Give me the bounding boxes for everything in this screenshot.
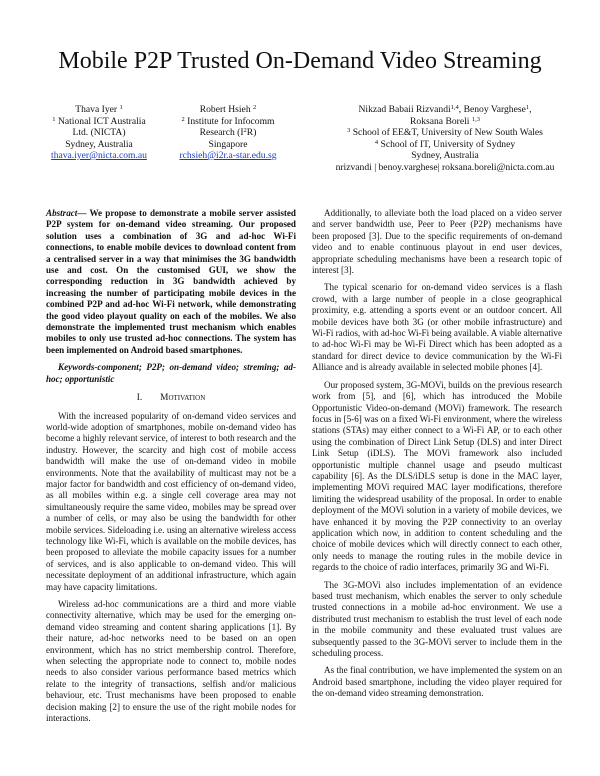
right-column	[312, 208, 562, 706]
author-block-1: Thava Iyer $^1$ $^1$ National ICT Australia Ltd. (NICTA) Sydney, Australia thava.iyer@nicta.com.au	[51, 104, 147, 161]
paragraph: The typical scenario for on-demand video services is a flash crowd, with a large number of people in a close geographical proximity, e.g. attending a sports event or an outdoor concert. All mobile devices have both 3G (or other mobile infrastructure) and Wi-Fi radios, with ad-hoc Wi-Fi being available. A viable alternative to ad-hoc Wi-Fi may be Wi-Fi Direct which has been adopted as a standard for direct device to device communication by the Wi-Fi Alliance and is already available in selected mobile phones [4].	[312, 282, 562, 373]
paragraph: Wireless ad-hoc communications are a third and more viable connectivity alternative, which may be used for the emerging on-demand video streaming and content sharing applications [1]. By their nature, ad-hoc networks need to be based on an open environment, which has no strict membership control. Therefore, when selecting the appropriate node to connect to, mobile nodes needs to also consider various performance based metrics which relate to the integrity of transactions, selfish and/or malicious behaviour, etc. Trust mechanisms have been proposed to enable decision making [2] to ensure the use of the right mobile nodes for interactions.	[46, 599, 296, 724]
author-name: Robert Hsieh	[199, 104, 251, 115]
left-column	[46, 208, 296, 730]
author-email: nrizvandi | benoy.varghese| roksana.boreli@nicta.com.au	[335, 161, 555, 173]
author-name: Thava Iyer	[75, 104, 118, 115]
paragraph: With the increased popularity of on-demand video services and world-wide adoption of smartphones, mobile on-demand video has become a highly relevant service, of interest to both research and the industry. However, the scarcity and high cost of mobile access bandwidth will make the use of on-demand video in mobile environments. Note that the availability of multicast may not be a major factor for bandwidth and cost efficiency of on-demand video, as all mobiles within e.g. a single cell coverage area may not simultaneously require the same video, mobiles may be spread over a number of cells, or may also be using the bandwidth for other mobile services. Sideloading i.e. using an alternative wireless access technology like Wi-Fi, which is available on the mobile devices, has been proposed to alleviate the mobile capacity issues for a number of services, and is also applicable to on-demand video. This will necessitate deployment of an additional infrastructure, which again may have capacity limitations.	[46, 410, 296, 592]
author-block-2: Robert Hsieh $^2$ $^2$ Institute for Infocomm Research $(I^2R)$ Singapore rchsieh@i2r.a-star.edu.sg	[179, 104, 277, 161]
paragraph: Our proposed system, 3G-MOVi, builds on the previous research work from [5], and [6], which has introduced the Mobile Opportunistic Video-on-demand (MOVi) framework. The research focus in [5-6] was on a fixed Wi-Fi environment, where the wireless stations (STAs) may either connect to a Wi-Fi AP, or to each other using the combination of Direct Link Setup (DLS) and inter Direct Link Setup (iDLS). The MOVi framework also included opportunistic multiple channel usage and pseudo multicast capability [6]. As the DLS/iDLS setup is done in the MAC layer, implementing MOVi required MAC layer modifications, therefore limiting the widespread usability of the proposal. In order to enable deployment of the MOVi solution in a variety of mobile devices, we have enhanced it by moving the P2P connectivity to an overlay application which now, in addition to content scheduling and the choice of mobile devices which will directly connect to each other, only needs to manage the routing rules in the mobile device in regards to the choice of radio interfaces, primarily 3G and Wi-Fi.	[312, 379, 562, 573]
paragraph: As the final contribution, we have implemented the system on an Android based smartphone, including the video player required for the on-demand video streaming demonstration.	[312, 665, 562, 699]
keywords: Keywords-component; P2P; on-demand video; streming; ad-hoc; opportunistic	[46, 362, 296, 384]
paper-title: Mobile P2P Trusted On-Demand Video Streaming	[58, 48, 542, 74]
author-block-3: Nikzad Babaii Rizvandi$^{1,4}$, Benoy Varghese$^1$, Roksana Boreli $^{1,3}$ $^3$ School of EE&T, University of New South Wales $^4$ School of IT, University of Sydney Sydney, Australia nrizvandi | benoy.varghese| roksana.boreli@nicta.com.au	[305, 104, 585, 173]
section-heading: I. Motivation	[136, 393, 206, 404]
author-email-link[interactable]: thava.iyer@nicta.com.au	[51, 150, 147, 161]
abstract: Abstract— We propose to demonstrate a mobile server assisted P2P system for on-demand video streaming. Our proposed solution uses a combination of 3G and ad-hoc Wi-Fi connections, to enable mobile devices to download content from a centralised server in a way that minimises the 3G bandwidth use and cost. On the customised GUI, we show the corresponding reduction in 3G bandwidth achieved by increasing the number of participating mobile devices in the combined P2P and ad-hoc Wi-Fi network, while demonstrating the good video playout quality on each of the mobiles. We also demonstrate the implemented trust mechanism which enables mobiles to only use trusted ad-hoc connections. The system has been implemented on Android based smartphones.	[46, 208, 296, 355]
paragraph: The 3G-MOVi also includes implementation of an evidence based trust mechanism, which enables the server to only schedule trusted connections in a mobile ad-hoc environment. We use a distributed trust mechanism to establish the trust level of each node in the mobile community and these evaluated trust values are subsequently passed to the 3G-MOVi server to include them in the scheduling process.	[312, 579, 562, 659]
author-email-link[interactable]: rchsieh@i2r.a-star.edu.sg	[179, 150, 277, 161]
paragraph: Additionally, to alleviate both the load placed on a video server and server bandwidth use, Peer to Peer (P2P) mechanisms have been proposed [3]. Due to the specific requirements of on-demand video and to enable continuous playout in end user devices, appropriate scheduling mechanisms have been a research topic of interest [3].	[312, 208, 562, 276]
